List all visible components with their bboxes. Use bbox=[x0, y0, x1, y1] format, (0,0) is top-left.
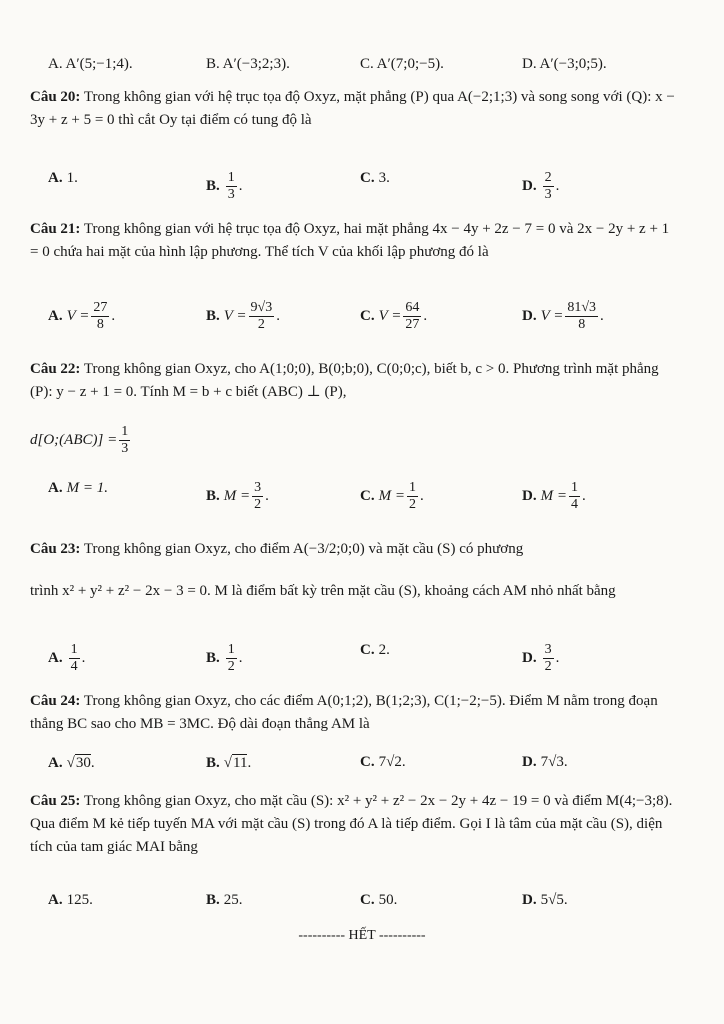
fraction bbox=[226, 642, 237, 675]
question-text: Trong không gian với hệ trục tọa độ Oxyz, mặt phẳng (P) qua A(−2;1;3) và song song với (Q): x − 3y + z + 5 = 0 thì cắt Oy tại điểm có tung độ là bbox=[30, 89, 675, 128]
prev-option-c: C. A′(7;0;−5). bbox=[360, 56, 444, 72]
option-label: B. bbox=[206, 892, 220, 908]
option-value: 2. bbox=[378, 642, 390, 658]
option-label: B. bbox=[206, 178, 220, 194]
numerator: 1 bbox=[227, 170, 235, 185]
option-value: 5√5. bbox=[540, 892, 568, 908]
question-20 bbox=[30, 86, 680, 132]
option-label: A. bbox=[48, 480, 63, 496]
q22-options bbox=[48, 480, 668, 520]
fraction bbox=[569, 480, 580, 513]
variable-v: V = bbox=[540, 308, 564, 324]
fraction bbox=[407, 480, 418, 513]
q24-option-b[interactable]: B. √ 11 . bbox=[206, 754, 252, 771]
denominator: 8 bbox=[96, 317, 104, 332]
option-label: A. bbox=[48, 170, 63, 186]
question-23-cont bbox=[30, 580, 680, 603]
fraction bbox=[91, 300, 109, 333]
numerator: 1 bbox=[121, 424, 129, 439]
q21-options bbox=[48, 300, 668, 340]
question-label: Câu 24: bbox=[30, 693, 81, 709]
q22-option-b[interactable]: B. M = $\frac{3}{2}$ . bbox=[206, 480, 269, 512]
question-text: Trong không gian Oxyz, cho các điểm A(0;1;2), B(1;2;3), C(1;−2;−5). Điểm M nằm trong đoạn thẳng BC sao cho MB = 3MC. Độ dài đoạn thẳng AM là bbox=[30, 693, 658, 732]
condition-text: d[O;(ABC)] = bbox=[30, 432, 118, 448]
option-value: 7√3. bbox=[540, 754, 568, 770]
q20-option-c[interactable] bbox=[360, 170, 390, 187]
question-label: Câu 21: bbox=[30, 221, 81, 237]
sqrt-value: 30 bbox=[75, 755, 91, 771]
denominator: 4 bbox=[70, 659, 78, 674]
option-value: 1. bbox=[66, 170, 78, 186]
fraction bbox=[252, 480, 263, 513]
fraction bbox=[543, 170, 554, 203]
option-label: D. bbox=[522, 308, 537, 324]
denominator: 27 bbox=[405, 317, 420, 332]
option-value: M = 1. bbox=[66, 480, 108, 496]
q25-option-a[interactable] bbox=[48, 892, 93, 909]
prev-option-b: B. A′(−3;2;3). bbox=[206, 56, 290, 72]
q21-option-c[interactable]: C. V = $\frac{64}{27}$ . bbox=[360, 300, 428, 332]
option-value: 3. bbox=[378, 170, 390, 186]
denominator: 2 bbox=[544, 659, 552, 674]
option-value: 50. bbox=[378, 892, 398, 908]
variable-v: V = bbox=[378, 308, 402, 324]
question-23 bbox=[30, 538, 680, 561]
q22-option-d[interactable]: D. M = $\frac{1}{4}$ . bbox=[522, 480, 586, 512]
question-text: Trong không gian Oxyz, cho mặt cầu (S): x² + y² + z² − 2x − 2y + 4z − 19 = 0 và điểm M(4;−3;8). Qua điểm M kẻ tiếp tuyến MA với mặt cầu (S) trong đó A là tiếp điểm. Gọi I là tâm của mặt cầu (S), diện tích của tam giác MAI bằng bbox=[30, 793, 673, 855]
denominator: 2 bbox=[254, 497, 262, 512]
q24-option-d[interactable] bbox=[522, 754, 568, 771]
option-label: A. bbox=[48, 308, 63, 324]
option-label: D. bbox=[522, 488, 537, 504]
option-label: C. bbox=[360, 308, 375, 324]
option-value: 7√2. bbox=[378, 754, 406, 770]
denominator: 4 bbox=[570, 497, 578, 512]
question-24 bbox=[30, 690, 680, 736]
option-label: A. bbox=[48, 892, 63, 908]
option-label: C. bbox=[360, 488, 375, 504]
q23-option-c[interactable] bbox=[360, 642, 390, 659]
denominator: 3 bbox=[544, 187, 552, 202]
numerator: 3 bbox=[544, 642, 552, 657]
fraction bbox=[69, 642, 80, 675]
numerator: 3 bbox=[254, 480, 262, 495]
q22-condition bbox=[30, 424, 132, 457]
q20-options bbox=[48, 170, 668, 210]
option-label: D. bbox=[522, 754, 537, 770]
q24-options bbox=[48, 754, 668, 794]
numerator: 1 bbox=[570, 480, 578, 495]
end-marker: ---------- HẾT ---------- bbox=[298, 928, 426, 943]
variable-v: V = bbox=[223, 308, 247, 324]
question-22 bbox=[30, 358, 680, 404]
q24-option-c[interactable] bbox=[360, 754, 406, 771]
option-label: C. bbox=[360, 892, 375, 908]
fraction bbox=[403, 300, 421, 333]
fraction bbox=[119, 424, 130, 457]
option-label: B. bbox=[206, 488, 220, 504]
option-label: C. bbox=[360, 170, 375, 186]
option-label: A. bbox=[48, 650, 63, 666]
q20-option-a[interactable] bbox=[48, 170, 78, 187]
q24-option-a[interactable]: A. √ 30 . bbox=[48, 754, 95, 771]
option-label: B. bbox=[206, 308, 220, 324]
q25-option-b[interactable] bbox=[206, 892, 243, 909]
option-value: 25. bbox=[223, 892, 243, 908]
question-text: Trong không gian Oxyz, cho A(1;0;0), B(0;b;0), C(0;0;c), biết b, c > 0. Phương trình mặt phẳng (P): y − z + 1 = 0. Tính M = b + c biết (ABC) ⊥ (P), bbox=[30, 361, 659, 400]
variable-m: M = bbox=[540, 488, 567, 504]
q25-options bbox=[48, 892, 668, 932]
q23-options bbox=[48, 642, 668, 682]
option-label: C. bbox=[360, 642, 375, 658]
sqrt-value: 11 bbox=[233, 755, 248, 771]
prev-option-d: D. A′(−3;0;5). bbox=[522, 56, 607, 72]
option-label: B. bbox=[206, 650, 220, 666]
question-text: Trong không gian với hệ trục tọa độ Oxyz, hai mặt phẳng 4x − 4y + 2z − 7 = 0 và 2x − 2y + z + 1 = 0 chứa hai mặt của hình lập phương. Thể tích V của khối lập phương đó là bbox=[30, 221, 670, 260]
question-text-1: Trong không gian Oxyz, cho điểm A(−3/2;0;0) và mặt cầu (S) có phương bbox=[83, 541, 524, 557]
denominator: 2 bbox=[408, 497, 416, 512]
option-label: D. bbox=[522, 178, 537, 194]
q21-option-a[interactable]: A. V = $\frac{27}{8}$ . bbox=[48, 300, 116, 332]
q23-option-a[interactable]: A. $\frac{1}{4}$ . bbox=[48, 642, 86, 674]
numerator: 64 bbox=[405, 300, 420, 315]
numerator: 9√3 bbox=[250, 300, 273, 315]
variable-v: V = bbox=[66, 308, 90, 324]
q21-option-b[interactable]: B. V = $\frac{9√3}{2}$ . bbox=[206, 300, 280, 332]
question-label: Câu 22: bbox=[30, 361, 81, 377]
option-label: D. bbox=[522, 650, 537, 666]
option-label: B. bbox=[206, 754, 220, 771]
numerator: 1 bbox=[70, 642, 78, 657]
denominator: 3 bbox=[227, 187, 235, 202]
fraction bbox=[565, 300, 598, 333]
fraction bbox=[543, 642, 554, 675]
q22-option-a[interactable] bbox=[48, 480, 108, 497]
q20-option-d[interactable]: D. $\frac{2}{3}$ . bbox=[522, 170, 560, 202]
q22-option-c[interactable]: C. M = $\frac{1}{2}$ . bbox=[360, 480, 424, 512]
option-value: 125. bbox=[66, 892, 93, 908]
numerator: 2 bbox=[544, 170, 552, 185]
fraction bbox=[249, 300, 275, 333]
option-label: A. bbox=[48, 754, 63, 771]
question-25 bbox=[30, 790, 680, 859]
numerator: 27 bbox=[93, 300, 108, 315]
question-label: Câu 20: bbox=[30, 89, 81, 105]
q20-option-b[interactable]: B. $\frac{1}{3}$ . bbox=[206, 170, 243, 202]
denominator: 2 bbox=[227, 659, 235, 674]
q25-option-c[interactable] bbox=[360, 892, 397, 909]
variable-m: M = bbox=[378, 488, 405, 504]
denominator: 8 bbox=[578, 317, 586, 332]
numerator: 1 bbox=[227, 642, 235, 657]
question-label: Câu 23: bbox=[30, 541, 81, 557]
numerator: 1 bbox=[408, 480, 416, 495]
fraction bbox=[226, 170, 237, 203]
q25-option-d[interactable] bbox=[522, 892, 568, 909]
variable-m: M = bbox=[223, 488, 251, 504]
question-label: Câu 25: bbox=[30, 793, 81, 809]
option-label: D. bbox=[522, 892, 537, 908]
q21-option-d[interactable]: D. V = $\frac{81√3}{8}$ . bbox=[522, 300, 604, 332]
question-text-2: trình x² + y² + z² − 2x − 3 = 0. M là điểm bất kỳ trên mặt cầu (S), khoảng cách AM nhỏ nhất bằng bbox=[30, 583, 616, 599]
option-label: C. bbox=[360, 754, 375, 770]
denominator: 3 bbox=[121, 441, 129, 456]
q23-option-b[interactable]: B. $\frac{1}{2}$ . bbox=[206, 642, 243, 674]
prev-option-a: A. A′(5;−1;4). bbox=[48, 56, 133, 72]
numerator: 81√3 bbox=[567, 300, 597, 315]
q23-option-d[interactable]: D. $\frac{3}{2}$ . bbox=[522, 642, 560, 674]
question-21 bbox=[30, 218, 680, 264]
denominator: 2 bbox=[257, 317, 265, 332]
